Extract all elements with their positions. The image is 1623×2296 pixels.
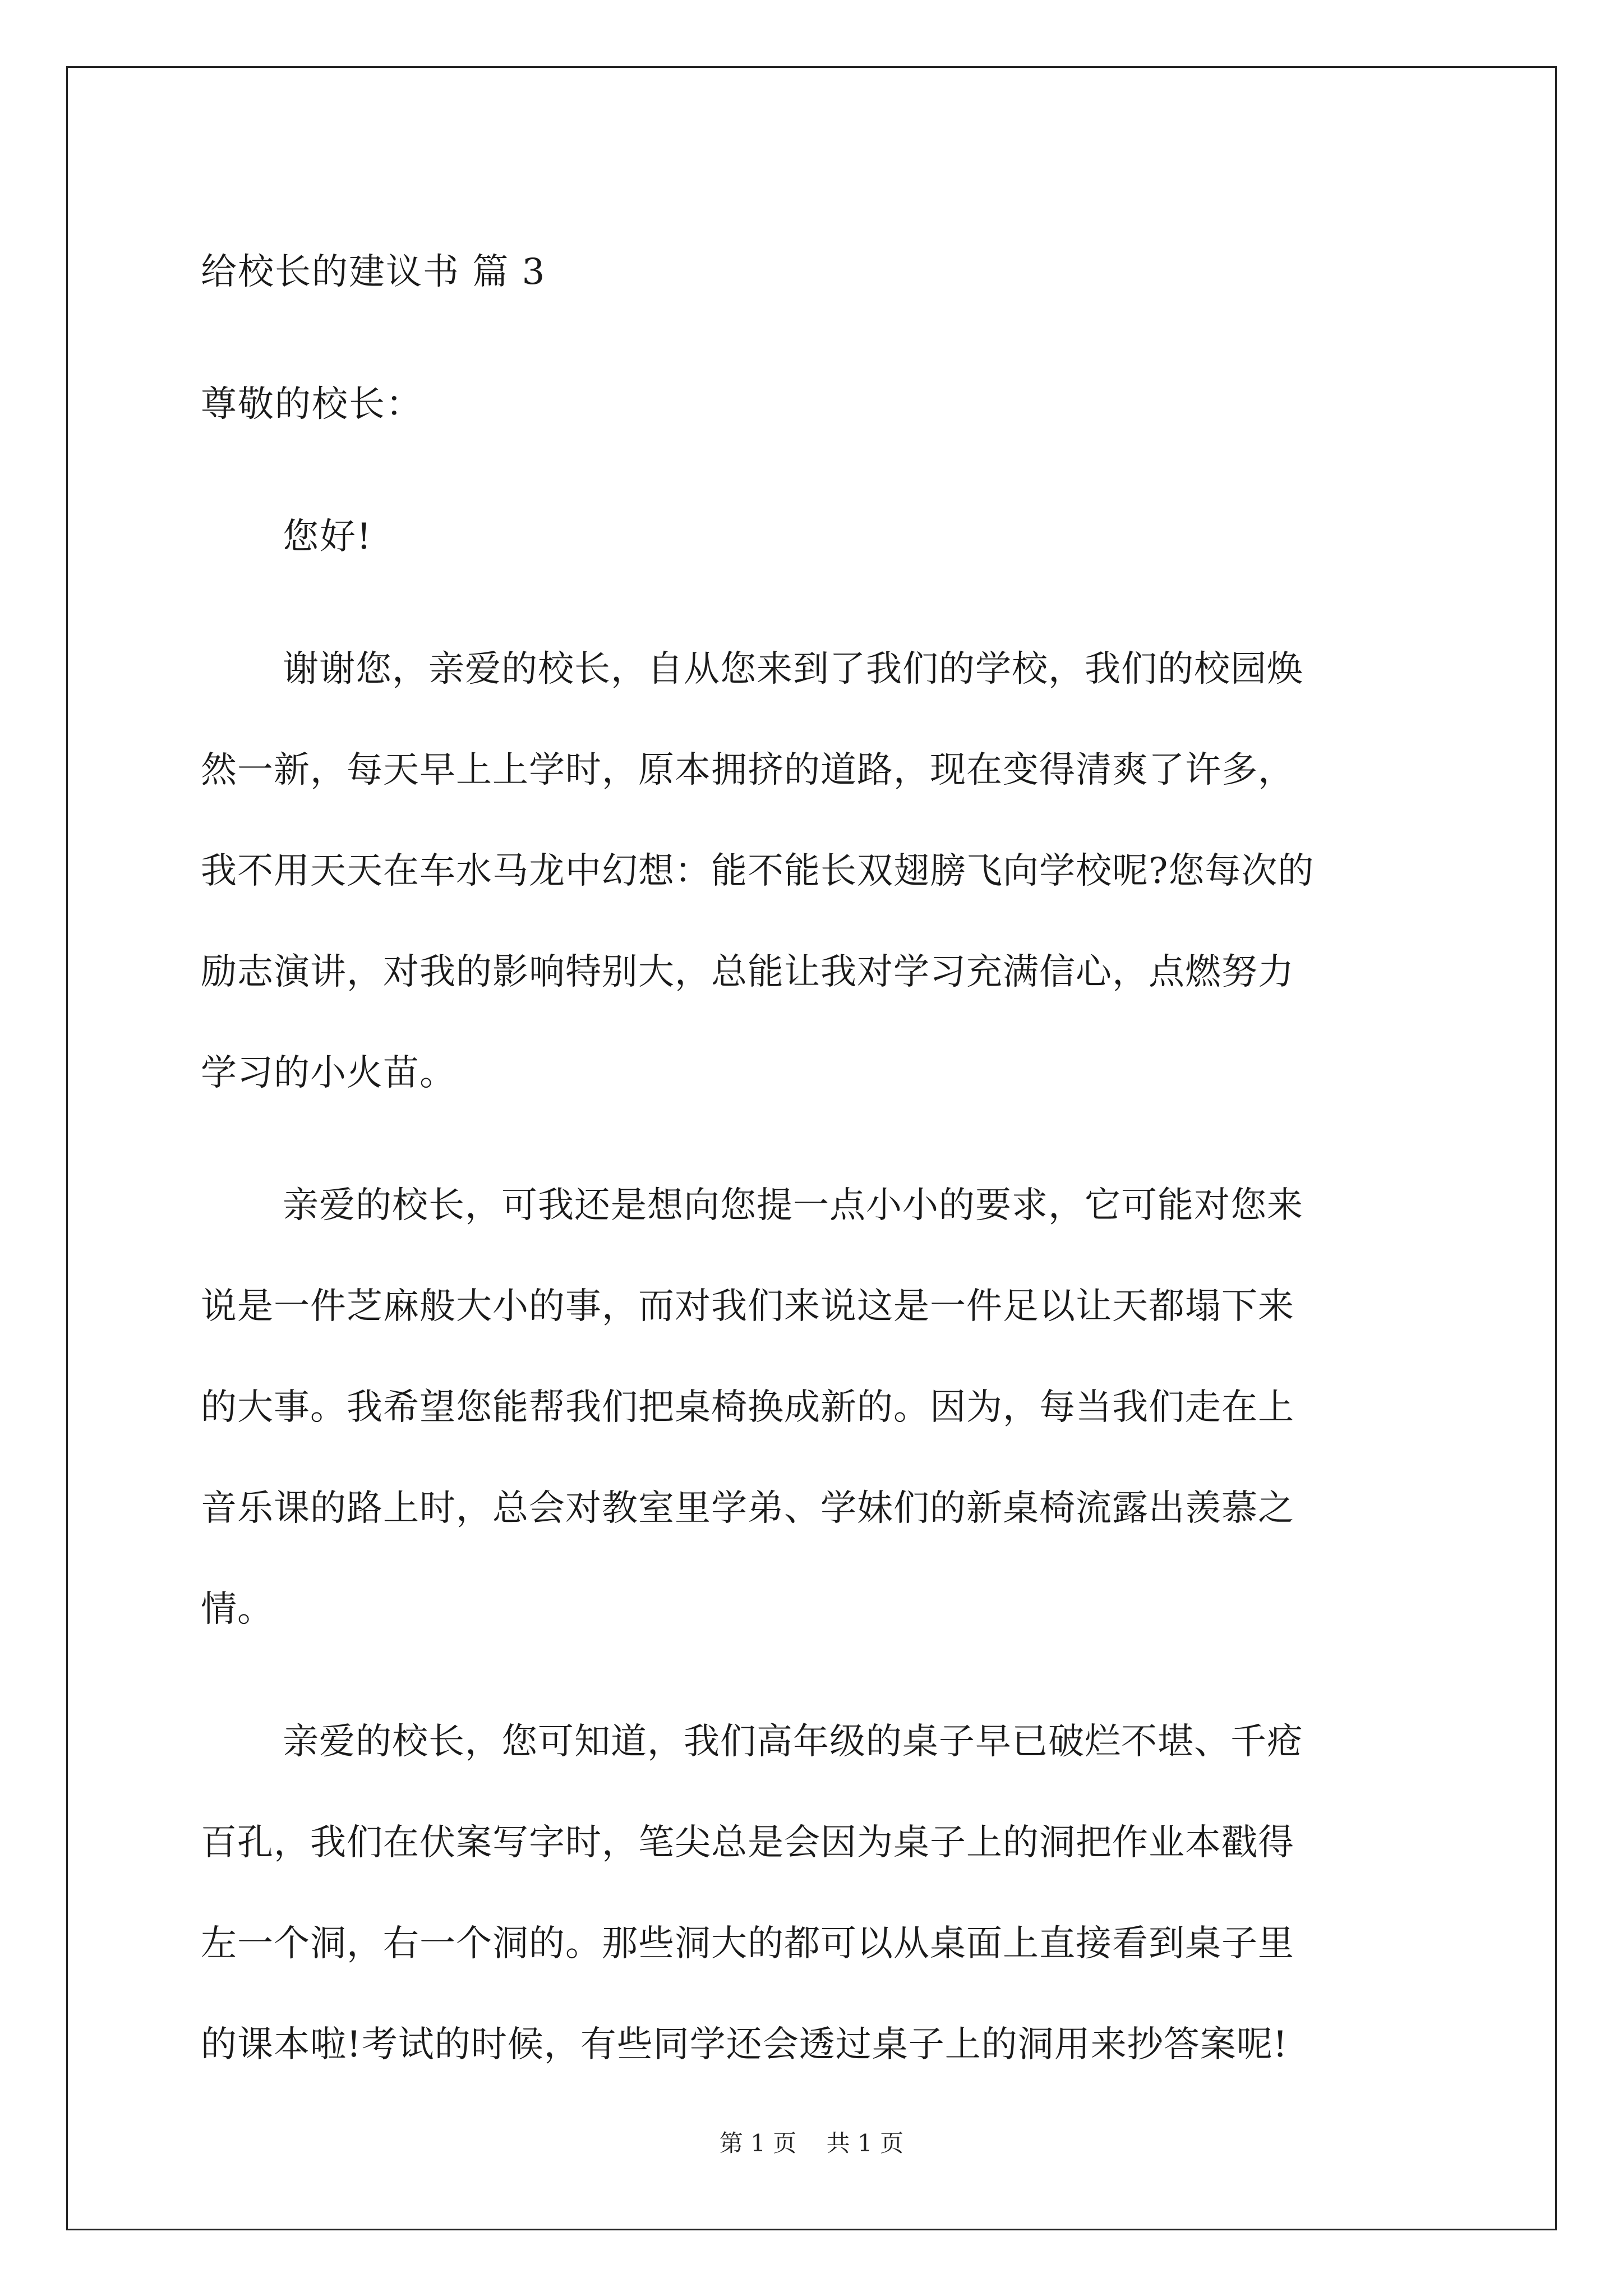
greeting: 尊敬的校长： xyxy=(201,384,423,425)
paragraph-line: 亲爱的校长，可我还是想向您提一点小小的要求，它可能对您来 xyxy=(283,1185,1303,1226)
paragraph-line: 我不用天天在车水马龙中幻想：能不能长双翅膀飞向学校呢?您每次的 xyxy=(201,850,1315,892)
paragraph-line: 情。 xyxy=(201,1589,274,1630)
paragraph-line: 励志演讲，对我的影响特别大，总能让我对学习充满信心，点燃努力 xyxy=(201,951,1294,993)
paragraph-2 xyxy=(201,1155,1435,1660)
paragraph-line: 音乐课的路上时，总会对教室里学弟、学妹们的新桌椅流露出羡慕之 xyxy=(201,1488,1294,1529)
paragraph-3 xyxy=(201,1691,1435,2095)
page-footer xyxy=(0,2125,1623,2159)
document-body xyxy=(201,222,1435,2127)
paragraph-line: 谢谢您，亲爱的校长，自从您来到了我们的学校，我们的校园焕 xyxy=(283,648,1303,690)
hello-line: 您好! xyxy=(283,516,372,558)
page-number: 第 1 页 xyxy=(719,2129,797,2157)
paragraph-1 xyxy=(201,619,1435,1124)
document-title: 给校长的建议书 篇 3 xyxy=(201,251,546,293)
paragraph-line: 亲爱的校长，您可知道，我们高年级的桌子早已破烂不堪、千疮 xyxy=(283,1721,1303,1763)
paragraph-line: 的课本啦!考试的时候，有些同学还会透过桌子上的洞用来抄答案呢! xyxy=(201,2024,1288,2065)
paragraph-line: 学习的小火苗。 xyxy=(201,1052,456,1094)
paragraph-line: 左一个洞，右一个洞的。那些洞大的都可以从桌面上直接看到桌子里 xyxy=(201,1923,1294,1964)
paragraph-line: 的大事。我希望您能帮我们把桌椅换成新的。因为，每当我们走在上 xyxy=(201,1387,1294,1428)
page-total: 共 1 页 xyxy=(826,2129,904,2157)
paragraph-line: 然一新，每天早上上学时，原本拥挤的道路，现在变得清爽了许多， xyxy=(201,749,1294,791)
paragraph-line: 百孔，我们在伏案写字时，笔尖总是会因为桌子上的洞把作业本戳得 xyxy=(201,1822,1294,1864)
paragraph-line: 说是一件芝麻般大小的事，而对我们来说这是一件足以让天都塌下来 xyxy=(201,1286,1294,1327)
